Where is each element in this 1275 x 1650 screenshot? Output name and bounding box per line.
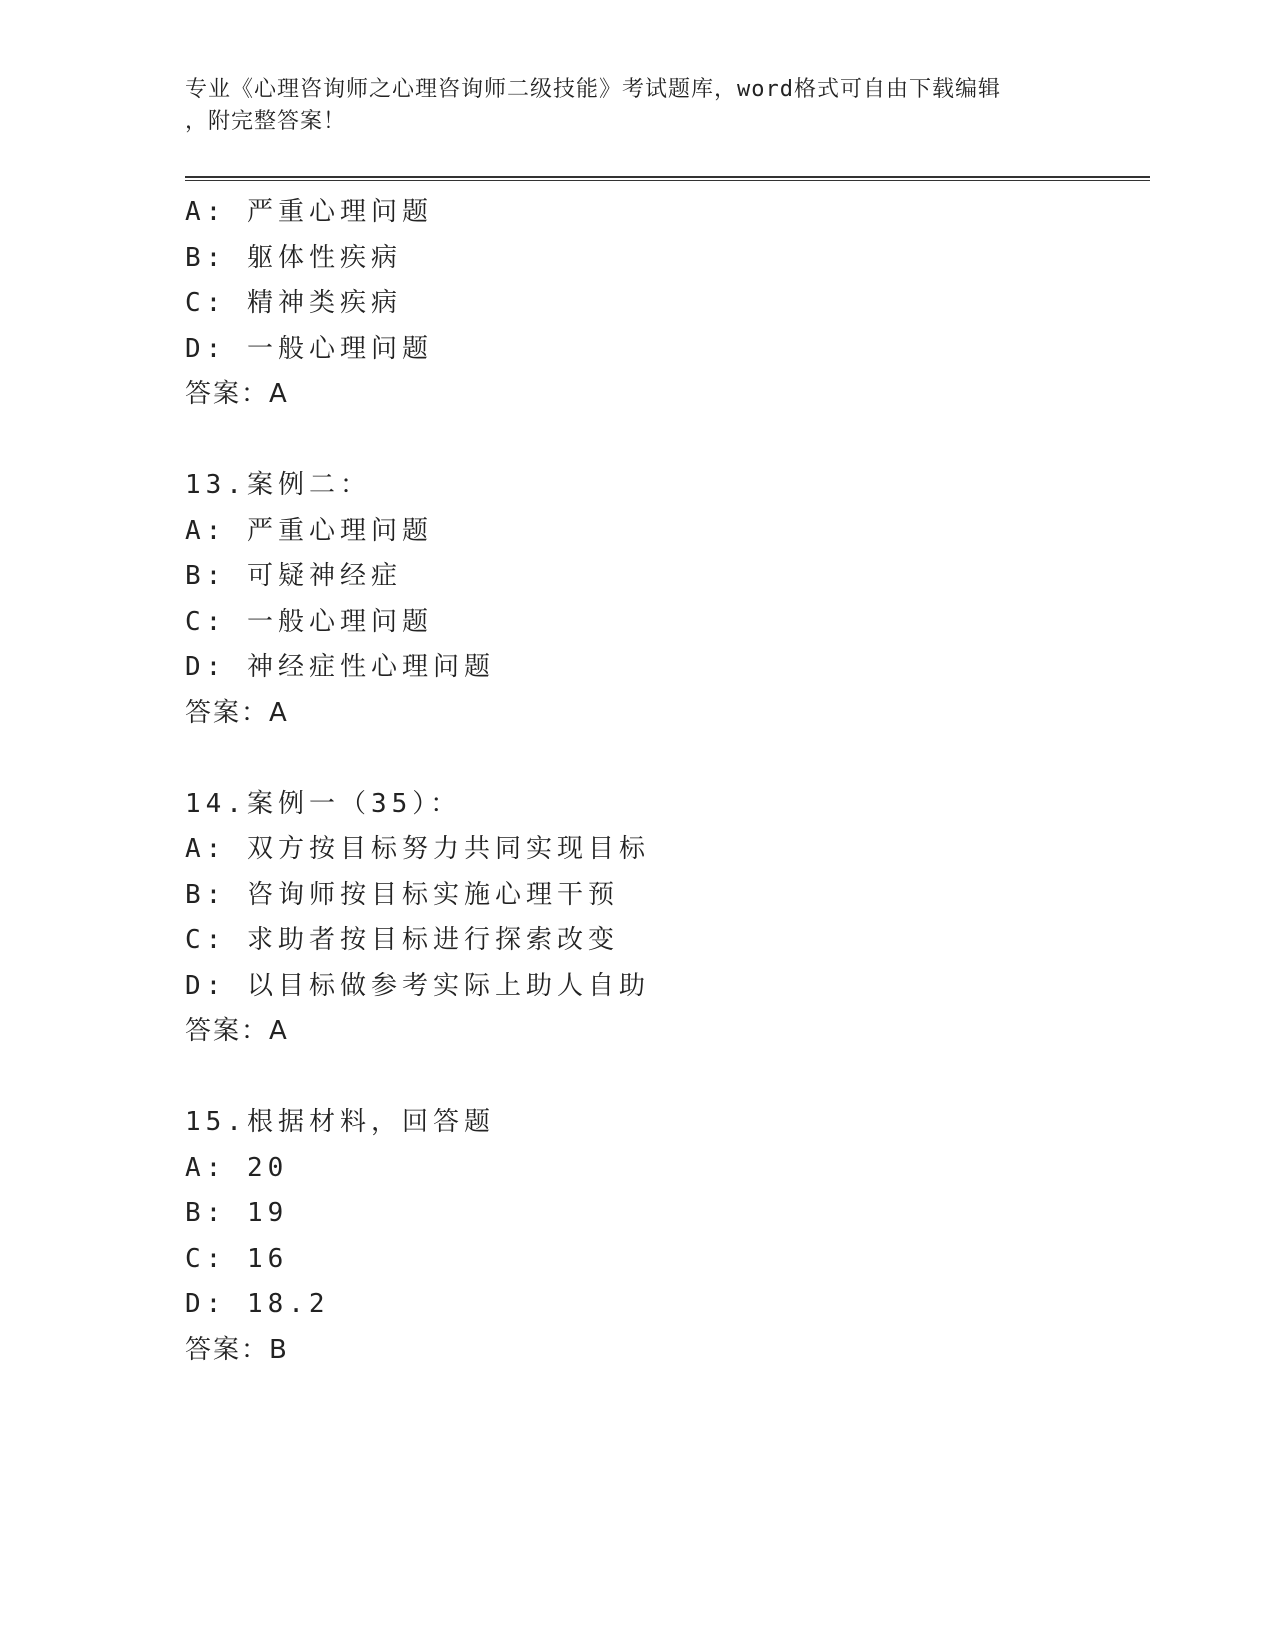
option-d: D: 一般心理问题 bbox=[185, 333, 433, 364]
option-b: B: 躯体性疾病 bbox=[185, 242, 402, 273]
option-c: C: 16 bbox=[185, 1243, 289, 1274]
document-header bbox=[185, 74, 1065, 138]
question-13 bbox=[185, 463, 1150, 736]
question-title: 15.根据材料，回答题 bbox=[185, 1107, 495, 1137]
question-title: 14.案例一（35）： bbox=[185, 788, 462, 819]
option-a: A: 双方按目标努力共同实现目标 bbox=[185, 834, 650, 864]
option-a: A: 20 bbox=[185, 1152, 289, 1183]
option-a: A: 严重心理问题 bbox=[185, 515, 433, 546]
option-b: B: 19 bbox=[185, 1198, 289, 1228]
question-continued bbox=[185, 190, 1150, 418]
option-c: C: 一般心理问题 bbox=[185, 606, 433, 637]
option-a: A: 严重心理问题 bbox=[185, 197, 433, 227]
question-15 bbox=[185, 1100, 1150, 1373]
question-list bbox=[185, 190, 1150, 1373]
option-c: C: 求助者按目标进行探索改变 bbox=[185, 925, 619, 955]
question-title: 13.案例二： bbox=[185, 470, 371, 500]
answer-line: 答案：A bbox=[185, 379, 289, 409]
option-b: B: 咨询师按目标实施心理干预 bbox=[185, 879, 619, 910]
answer-line: 答案：A bbox=[185, 1016, 289, 1046]
header-line-2: ，附完整答案！ bbox=[185, 109, 347, 134]
option-c: C: 精神类疾病 bbox=[185, 288, 402, 318]
option-d: D: 以目标做参考实际上助人自助 bbox=[185, 970, 650, 1001]
header-divider bbox=[185, 176, 1150, 181]
question-14 bbox=[185, 782, 1150, 1055]
option-d: D: 18.2 bbox=[185, 1289, 330, 1319]
answer-line: 答案：B bbox=[185, 1334, 289, 1365]
header-line-1: 专业《心理咨询师之心理咨询师二级技能》考试题库，word格式可自由下载编辑 bbox=[185, 77, 1001, 102]
option-b: B: 可疑神经症 bbox=[185, 561, 402, 591]
option-d: D: 神经症性心理问题 bbox=[185, 652, 495, 682]
answer-line: 答案：A bbox=[185, 697, 289, 728]
